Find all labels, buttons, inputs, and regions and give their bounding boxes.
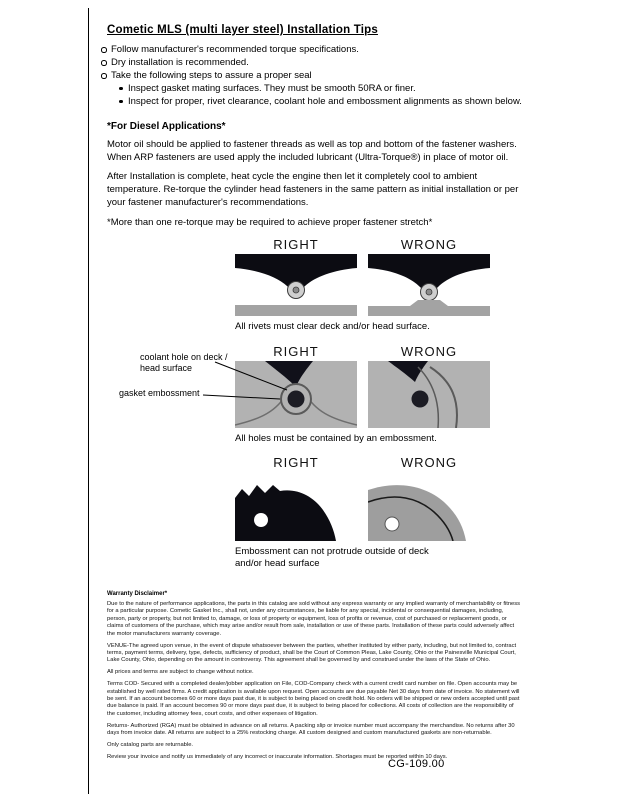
list-item: Follow manufacturer's recommended torque specifications. (100, 43, 527, 56)
figure-right-column (235, 237, 357, 316)
figure-wrong-column (368, 237, 490, 316)
embossment-wrong-diagram (368, 472, 490, 541)
embossment-right-diagram (235, 472, 357, 541)
wrong-label: WRONG (400, 455, 458, 470)
figure-right-column (235, 344, 357, 428)
legal-paragraph: Due to the nature of performance applications, the parts in this catalog are sold without any express warranty or any implied warranty of merchantability or fitness for a particular purpose. Cometic Gasket Inc., shall not, under any circumstances, be liable for any special, incidental or consequential damages, including, person, party or property, but not limited to, damage, or loss of property or equipment, loss of profits or revenue, cost of purchased or replacement goods, or claims of customers of the purchase, which may arise and/or result from sale, installation or use of these parts. Installation of these parts could adversely affect the motor manufacturers warranty coverage. (107, 601, 521, 637)
retorque-note: *More than one re-torque may be required to achieve proper fastener stretch* (107, 217, 433, 228)
page-title: Cometic MLS (multi layer steel) Installation Tips (107, 24, 378, 36)
figure-pair (235, 455, 597, 541)
right-label: RIGHT (273, 237, 319, 252)
list-item: Dry installation is recommended. (100, 56, 527, 69)
right-label: RIGHT (273, 455, 319, 470)
diesel-paragraph-2: After Installation is complete, heat cycle the engine then let it completely cool to ambient temperature. Re-torque the cylinder head fasteners in the same pattern as initial installation or per your fastener manufacturer's recommendations. (107, 171, 519, 208)
legal-paragraph: All prices and terms are subject to change without notice. (107, 669, 254, 676)
figure-wrong-column (368, 344, 490, 428)
rivet-wrong-diagram (368, 254, 490, 316)
figure-embossment-protrusion (107, 455, 597, 569)
coolant-hole-callout: coolant hole on deck / head surface (140, 351, 228, 373)
list-item: Take the following steps to assure a proper seal (100, 69, 527, 82)
figure-wrong-column (368, 455, 490, 541)
legal-paragraph: Terms COD- Secured with a completed dealer/jobber application on File, COD-Company check with a current credit card number on file. Open accounts may be established by well rated firms. A credit application is available upon request. Open accounts are due payable Net 30 days from date of invoice. No statement will be sent. If an account becomes 60 or more days past due, it is subject to being placed on credit hold. No orders will be shipped or new orders accepted until past due balance is paid. If an account becomes 90 or more days past due, it is subject to being placed for collections. All costs of collection are the responsibility of the customer, including attorney fees, court costs, and other expenses of litigation. (107, 681, 520, 717)
figure-hole-embossment (107, 344, 597, 445)
hole-right-diagram (235, 361, 357, 428)
installation-tips-list (100, 43, 527, 108)
figure-caption: All holes must be contained by an embossment. (235, 432, 437, 444)
sub-list-item: Inspect for proper, rivet clearance, coolant hole and embossment alignments as shown below. (119, 95, 527, 108)
hole-wrong-diagram (368, 361, 490, 428)
sub-list-item: Inspect gasket mating surfaces. They must be smooth 50RA or finer. (119, 82, 527, 95)
legal-paragraph: Returns- Authorized (RGA) must be obtained in advance on all returns. A packing slip or invoice number must accompany the merchandise. No returns after 30 days from invoice date. All returns are subject to a 25% restocking charge. All custom designed and custom manufactured gaskets are non-returnable. (107, 722, 515, 737)
page-content (107, 0, 527, 766)
right-label: RIGHT (273, 343, 319, 359)
diesel-paragraph-1: Motor oil should be applied to fastener threads as well as top and bottom of the fastener washers. When ARP fasteners are used apply the included lubricant (Ultra-Torque®) in place of motor oil. (107, 139, 517, 163)
legal-section (107, 591, 523, 761)
legal-paragraph: Review your invoice and notify us immediately of any incorrect or inaccurate information. Shortages must be reported within 10 days. (107, 753, 448, 760)
figure-pair (235, 237, 597, 316)
figure-rivet-clearance (107, 237, 597, 333)
figures-section (107, 237, 527, 569)
wrong-label: WRONG (400, 343, 458, 359)
wrong-label: WRONG (400, 237, 458, 252)
page-left-rule (88, 8, 89, 794)
gasket-embossment-callout: gasket embossment (119, 387, 200, 398)
figure-caption: All rivets must clear deck and/or head surface. (235, 321, 430, 332)
warranty-disclaimer-heading: Warranty Disclaimer* (107, 591, 168, 597)
rivet-right-diagram (235, 254, 357, 316)
figure-pair (235, 344, 597, 428)
figure-caption: Embossment can not protrude outside of deck and/or head surface (235, 546, 429, 569)
document-number: CG-109.00 (388, 758, 445, 770)
figure-right-column (235, 455, 357, 541)
diesel-applications-heading: *For Diesel Applications* (107, 121, 226, 132)
legal-paragraph: Only catalog parts are returnable. (107, 742, 194, 748)
legal-paragraph: VENUE-The agreed upon venue, in the event of dispute whatsoever between the parties, whether instituted by either party, including, but not limited to, contract terms, payment terms, delivery, type, defects, sufficiency of product, shall be the Court of Common Pleas, Lake County, Ohio or the Painesville Municipal Court, Lake County, Ohio, depending on the amount in controversy. This agreement shall be governed by and construed under the laws of the State of Ohio. (107, 642, 517, 664)
